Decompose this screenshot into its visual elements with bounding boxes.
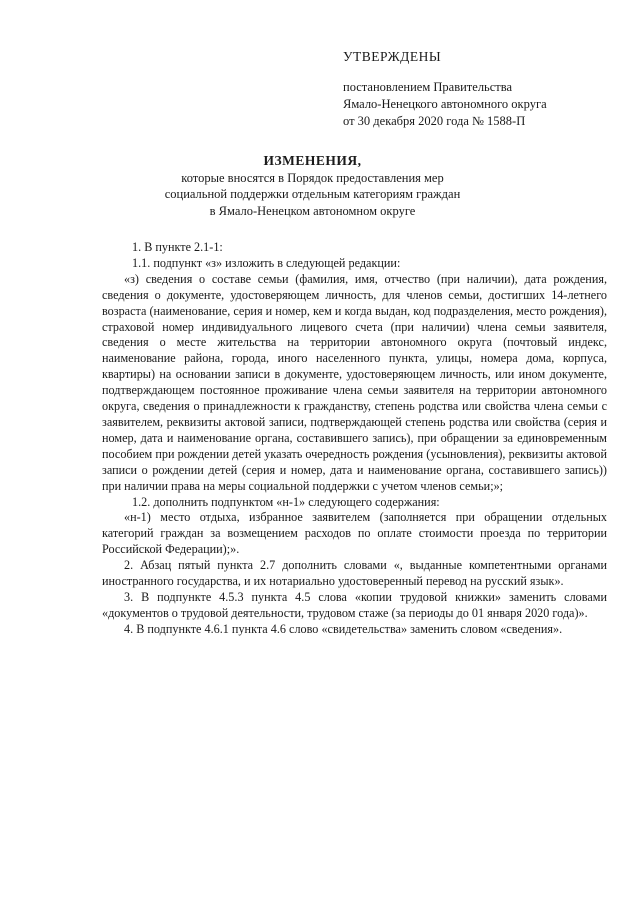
paragraph-2: 2. Абзац пятый пункта 2.7 дополнить словами «, выданные компетентными органами иностранного государства, и их нотариально удостоверенный перевод на русский язык». <box>102 558 607 589</box>
document-title: ИЗМЕНЕНИЯ, <box>263 153 362 168</box>
paragraph-1: 1. В пункте 2.1-1: <box>132 240 223 254</box>
document-body <box>102 240 607 638</box>
approval-line: постановлением Правительства <box>343 80 513 94</box>
heading-line: в Ямало-Ненецком автономном округе <box>209 203 416 218</box>
document-heading <box>100 153 525 219</box>
approval-title: УТВЕРЖДЕНЫ <box>343 49 442 64</box>
heading-line: которые вносятся в Порядок предоставления мер <box>181 170 444 185</box>
approval-block <box>343 48 633 130</box>
paragraph-n1: «н-1) место отдыха, избранное заявителем (заполняется при обращении отдельных категорий граждан за возмещением расходов по оплате стоимости проезда по территории Российской Федерации);». <box>102 510 607 557</box>
paragraph-1-1: 1.1. подпункт «з» изложить в следующей редакции: <box>132 255 401 270</box>
paragraph-z: «з) сведения о составе семьи (фамилия, имя, отчество (при наличии), дата рождения, сведения о документе, удостоверяющем личность, для членов семьи, достигших 14-летнего возраста (наименование, серия и номер, кем и когда выдан, код подразделения, место рождения), страховой номер индивидуального лицевого счета (при наличии) члена семьи заявителя, сведения о месте жительства на территории автономного округа (почтовый индекс, наименование района, города, иного населенного пункта, улицы, номера дома, корпуса, квартиры) на основании записи в документе, удостоверяющем личность, или ином документе, подтверждающем постоянное проживание члена семьи заявителя на территории автономного округа, сведения о принадлежности к гражданству, степень родства или свойства члена семьи с заявителем, реквизиты актовой записи, подтверждающей степень родства или свойства (серия и номер, дата и наименование органа, составившего запись), при обращении за единовременным пособием при рождении детей указать очередность рождения (усыновления), реквизиты актовой записи о рождении детей (серия и номер, дата и наименование органа, составившего запись)) при наличии права на меры социальной поддержки с учетом членов семьи;»; <box>102 271 607 493</box>
approval-line: Ямало-Ненецкого автономного округа <box>343 97 547 111</box>
paragraph-4: 4. В подпункте 4.6.1 пункта 4.6 слово «свидетельства» заменить словом «сведения». <box>124 621 563 636</box>
approval-line: от 30 декабря 2020 года № 1588-П <box>343 114 526 128</box>
heading-line: социальной поддержки отдельным категориям граждан <box>164 187 461 201</box>
paragraph-1-2: 1.2. дополнить подпунктом «н-1» следующего содержания: <box>132 494 440 509</box>
paragraph-3: 3. В подпункте 4.5.3 пункта 4.5 слова «копии трудовой книжки» заменить словами «документов о трудовой деятельности, трудовом стаже (за периоды до 01 января 2020 года)». <box>102 589 607 620</box>
